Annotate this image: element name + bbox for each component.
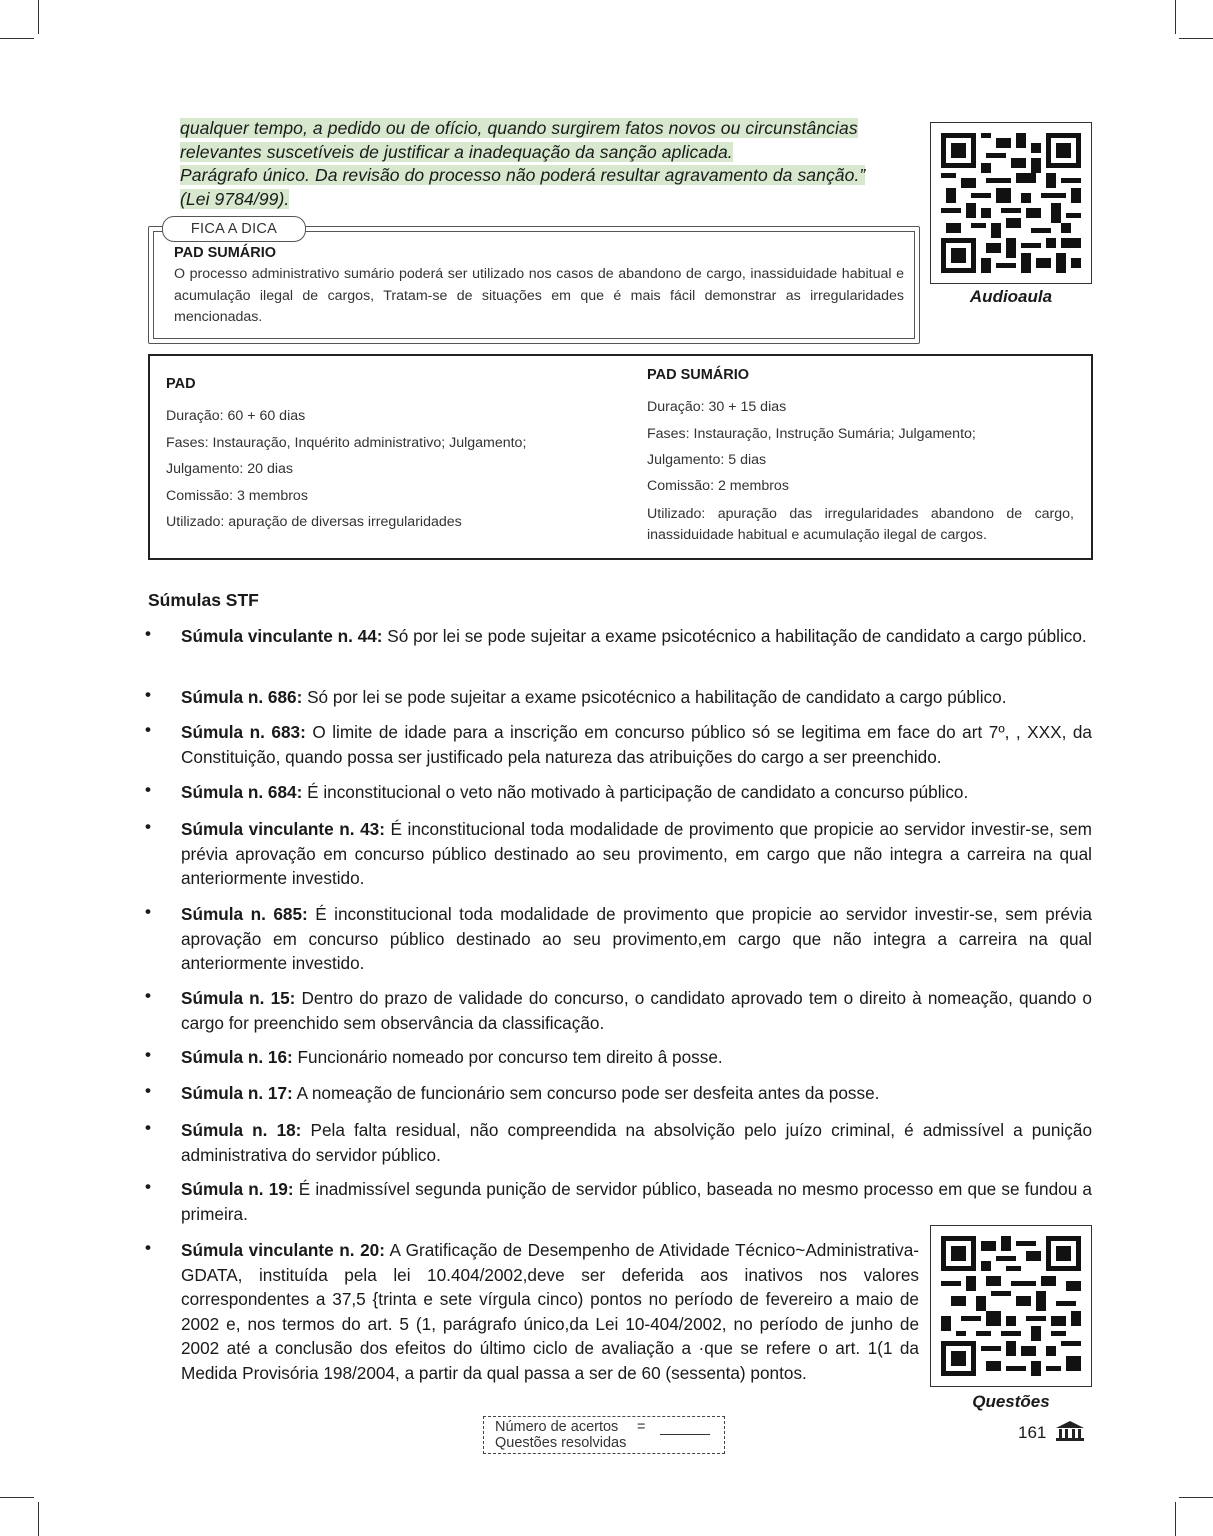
bullet-icon: • xyxy=(145,1081,151,1100)
bullet-icon: • xyxy=(145,986,151,1005)
sumula-label: Súmula n. 15: xyxy=(181,988,296,1008)
crop-mark xyxy=(1175,1502,1176,1536)
sumula-label: Súmula n. 685: xyxy=(181,904,308,924)
list-item xyxy=(181,685,1092,710)
sumula-text: A nomeação de funcionário sem concurso pode ser desfeita antes da posse. xyxy=(292,1083,880,1103)
compare-left-row: Utilizado: apuração de diversas irregularidades xyxy=(166,514,462,530)
quote-line: Parágrafo único. Da revisão do processo não poderá resultar agravamento da sanção.” xyxy=(180,165,866,185)
score-blank-line xyxy=(660,1434,710,1435)
qr-label-audioaula: Audioaula xyxy=(969,287,1053,306)
compare-left-row: Comissão: 3 membros xyxy=(166,488,308,504)
quote-line: qualquer tempo, a pedido ou de ofício, quando surgirem fatos novos ou circunstâncias xyxy=(180,118,858,138)
compare-left-row: Fases: Instauração, Inquérito administrativo; Julgamento; xyxy=(166,435,527,451)
sumula-text: Dentro do prazo de validade do concurso, o candidato aprovado tem o direito à nomeação, quando o cargo for preenchido sem observância da classificação. xyxy=(181,988,1092,1033)
compare-right-row: Fases: Instauração, Instrução Sumária; Julgamento; xyxy=(647,426,976,442)
crop-mark xyxy=(1179,1497,1213,1498)
qr-code-questoes[interactable] xyxy=(930,1225,1092,1387)
tip-tab: FICA A DICA xyxy=(162,216,306,242)
sumula-label: Súmula vinculante n. 43: xyxy=(181,819,385,839)
list-item xyxy=(181,1118,1092,1167)
bullet-icon: • xyxy=(145,1238,151,1257)
score-resolved-label: Questões resolvidas xyxy=(495,1435,627,1451)
bullet-icon: • xyxy=(145,624,151,643)
list-item xyxy=(181,1045,1092,1070)
list-item xyxy=(181,902,1092,976)
qr-code-audioaula[interactable] xyxy=(930,122,1092,284)
sumula-text: É inconstitucional toda modalidade de provimento que propicie ao servidor investir-se, sem prévia aprovação em concurso público destinado ao seu provimento,em cargo que não integra a carreira na qual anteriormente investido. xyxy=(181,904,1092,973)
sumula-text: Só por lei se pode sujeitar a exame psicotécnico a habilitação de candidato a cargo público. xyxy=(382,626,1087,646)
list-item xyxy=(181,624,1092,649)
crop-mark xyxy=(0,1497,34,1498)
list-item xyxy=(181,1081,1092,1106)
sumula-text: É inconstitucional toda modalidade de provimento que propicie ao servidor investir-se, sem prévia aprovação em concurso público destinado ao seu provimento, em cargo que não integra a carreira na qual anteriormente investido. xyxy=(181,819,1092,888)
bullet-icon: • xyxy=(145,780,151,799)
section-title: Súmulas STF xyxy=(148,590,259,610)
qr-label-questoes: Questões xyxy=(972,1392,1050,1411)
quote-line: relevantes suscetíveis de justificar a inadequação da sanção aplicada. xyxy=(180,141,733,162)
list-item xyxy=(181,817,1092,891)
sumula-text: O limite de idade para a inscrição em concurso público só se legitima em face do art 7º, , XXX, da Constituição, quando possa ser justificado pela natureza das atribuições do cargo a ser preenchido. xyxy=(181,722,1092,767)
law-quote xyxy=(180,117,920,211)
compare-right-row: Utilizado: apuração das irregularidades abandono de cargo, inassiduidade habitual e acumulação ilegal de cargos. xyxy=(647,506,1074,543)
sumula-text: Funcionário nomeado por concurso tem direito â posse. xyxy=(292,1047,723,1067)
sumula-label: Súmula n. 684: xyxy=(181,782,303,802)
bullet-icon: • xyxy=(145,817,151,836)
crop-mark xyxy=(1175,0,1176,34)
list-item xyxy=(181,780,1092,805)
list-item xyxy=(181,720,1092,769)
compare-right-row: Comissão: 2 membros xyxy=(647,478,789,494)
sumula-label: Súmula n. 17: xyxy=(181,1083,293,1103)
sumula-label: Súmula n. 683: xyxy=(181,722,306,742)
sumula-label: Súmula vinculante n. 20: xyxy=(181,1240,385,1260)
sumula-text: Só por lei se pode sujeitar a exame psicotécnico a habilitação de candidato a cargo público. xyxy=(302,687,1007,707)
bullet-icon: • xyxy=(145,1177,151,1196)
score-equals: = xyxy=(637,1419,646,1435)
tip-title: PAD SUMÁRIO xyxy=(174,245,277,261)
list-item xyxy=(181,1177,1092,1226)
tip-text: O processo administrativo sumário poderá ser utilizado nos casos de abandono de cargo, inassiduidade habitual e acumulação ilegal de cargos, Tratam-se de situações em que é mais fácil demonstrar as irregularidades mencionadas. xyxy=(174,266,904,325)
sumula-label: Súmula n. 18: xyxy=(181,1120,302,1140)
compare-left-row: Julgamento: 20 dias xyxy=(166,461,293,477)
sumula-label: Súmula n. 19: xyxy=(181,1179,294,1199)
compare-left-row: Duração: 60 + 60 dias xyxy=(166,408,306,424)
crop-mark xyxy=(38,0,39,34)
sumula-label: Súmula n. 686: xyxy=(181,687,303,707)
bullet-icon: • xyxy=(145,1045,151,1064)
sumula-text: Pela falta residual, não compreendida na absolvição pelo juízo criminal, é admissível a punição administrativa do servidor público. xyxy=(181,1120,1093,1165)
sumula-text: É inconstitucional o veto não motivado à participação de candidato a concurso público. xyxy=(302,782,969,802)
crop-mark xyxy=(0,38,34,39)
page-number: 161 xyxy=(1018,1423,1047,1442)
crop-mark xyxy=(1179,38,1213,39)
compare-right-row: Julgamento: 5 dias xyxy=(647,452,767,468)
bullet-icon: • xyxy=(145,720,151,739)
crop-mark xyxy=(38,1502,39,1536)
sumula-text: É inadmissível segunda punição de servidor público, baseada no mesmo processo em que se fundou a primeira. xyxy=(181,1179,1092,1224)
score-box xyxy=(483,1416,725,1454)
qr-code-icon xyxy=(941,1236,1081,1376)
qr-code-icon xyxy=(941,133,1081,273)
compare-right-row: Duração: 30 + 15 dias xyxy=(647,399,787,415)
compare-right-title: PAD SUMÁRIO xyxy=(647,367,750,383)
sumula-label: Súmula n. 16: xyxy=(181,1047,293,1067)
bullet-icon: • xyxy=(145,1118,151,1137)
sumula-text: A Gratificação de Desempenho de Atividade Técnico~Administrativa-GDATA, instituída pela lei 10.404/2002,deve ser deferida aos inativos nos valores correspondentes a 37,5 {trinta e sete vírgula cinco) pontos no período de fevereiro a maio de 2002 e, nos termos do art. 5 (1, parágrafo único,da Lei 10-404/2002, no período de junho de 2002 até a conclusão dos efeitos do último ciclo de avaliação a ·que se refere o art. 1(1 da Medida Provisória 198/2004, a partir da qual passa a ser de 60 (sessenta) pontos. xyxy=(181,1240,919,1383)
list-item xyxy=(181,986,1092,1035)
publisher-logo-icon xyxy=(1054,1420,1086,1442)
compare-left-title: PAD xyxy=(166,376,196,392)
quote-line: (Lei 9784/99). xyxy=(180,188,290,209)
sumula-label: Súmula vinculante n. 44: xyxy=(181,626,383,646)
bullet-icon: • xyxy=(145,685,151,704)
bullet-icon: • xyxy=(145,902,151,921)
score-correct-label: Número de acertos xyxy=(495,1419,619,1435)
list-item xyxy=(181,1238,919,1385)
